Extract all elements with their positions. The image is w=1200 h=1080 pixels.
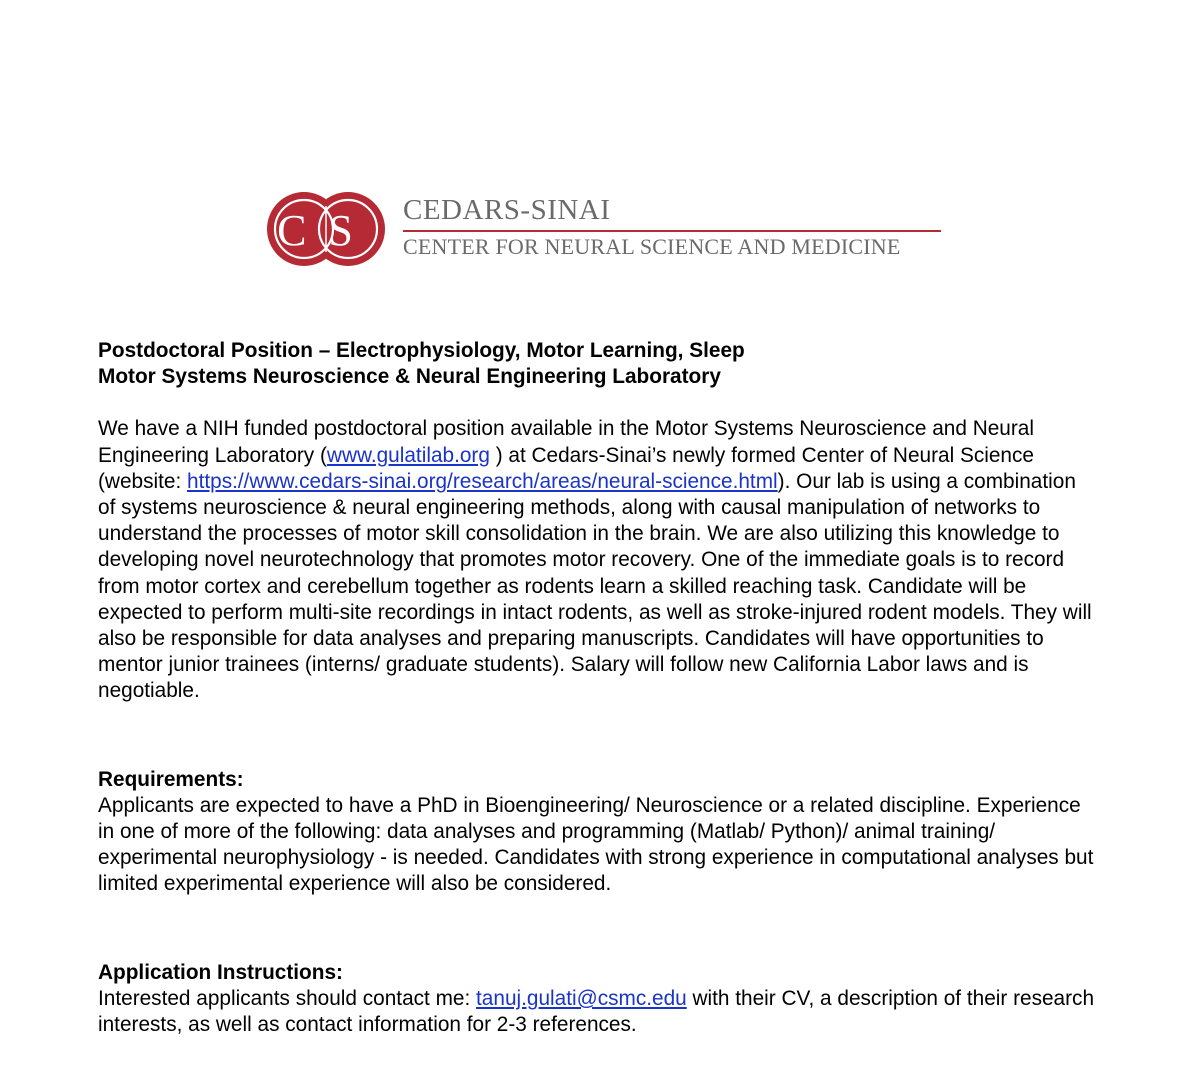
- lab-website-link[interactable]: www.gulatilab.org: [326, 443, 490, 467]
- requirements-text: Applicants are expected to have a PhD in Bioengineering/ Neuroscience or a related discipline. Experience in one of more of the following: data analyses and programming (Matlab/ Python)/ animal training/ experimental neurophysiology - is needed. Candidates with strong experience in computational analyses but limited experimental experience will also be considered.: [98, 793, 1094, 896]
- application-text-1: Interested applicants should contact me:: [98, 986, 477, 1010]
- cs-logo-mark: [266, 186, 386, 272]
- intro-text-2: ) at Cedars-Sinai’s newly formed Center of Neural Science (website:: [98, 443, 1034, 493]
- logo-subtitle: CENTER FOR NEURAL SCIENCE AND MEDICINE: [403, 234, 901, 259]
- logo-mark-letters: CS: [277, 206, 375, 255]
- center-website-link[interactable]: https://www.cedars-sinai.org/research/areas/neural-science.html: [187, 469, 778, 493]
- intro-text-1: We have a NIH funded postdoctoral position available in the Motor Systems Neuroscience and Neural Engineering Laboratory (: [98, 417, 1034, 467]
- requirements-heading: Requirements:: [98, 767, 244, 791]
- contact-email-link[interactable]: tanuj.gulati@csmc.edu: [476, 986, 687, 1010]
- intro-paragraph: [98, 416, 1098, 704]
- logo-divider: [403, 230, 941, 232]
- logo-name: CEDARS-SINAI: [403, 194, 611, 226]
- document-body: [98, 338, 1098, 1038]
- cedars-sinai-logo: [266, 186, 946, 272]
- application-heading: Application Instructions:: [98, 960, 343, 984]
- application-text-2: with their CV, a description of their research interests, as well as contact information for 2-3 references.: [98, 986, 1095, 1037]
- application-text: [98, 986, 1098, 1038]
- title-line-2: Motor Systems Neuroscience & Neural Engineering Laboratory: [98, 365, 721, 389]
- position-title: [98, 338, 1098, 390]
- title-line-1: Postdoctoral Position – Electrophysiology, Motor Learning, Sleep: [98, 339, 745, 362]
- intro-text-3: ). Our lab is using a combination of systems neuroscience & neural engineering methods, along with causal manipulation of networks to understand the processes of motor skill consolidation in the brain. We are also utilizing this knowledge to developing novel neurotechnology that promotes motor recovery. One of the immediate goals is to record from motor cortex and cerebellum together as rodents learn a skilled reaching task. Candidate will be expected to perform multi-site recordings in intact rodents, as well as stroke-injured rodent models. They will also be responsible for data analyses and preparing manuscripts. Candidates will have opportunities to mentor junior trainees (interns/ graduate students). Salary will follow new California Labor laws and is negotiable.: [98, 469, 1092, 703]
